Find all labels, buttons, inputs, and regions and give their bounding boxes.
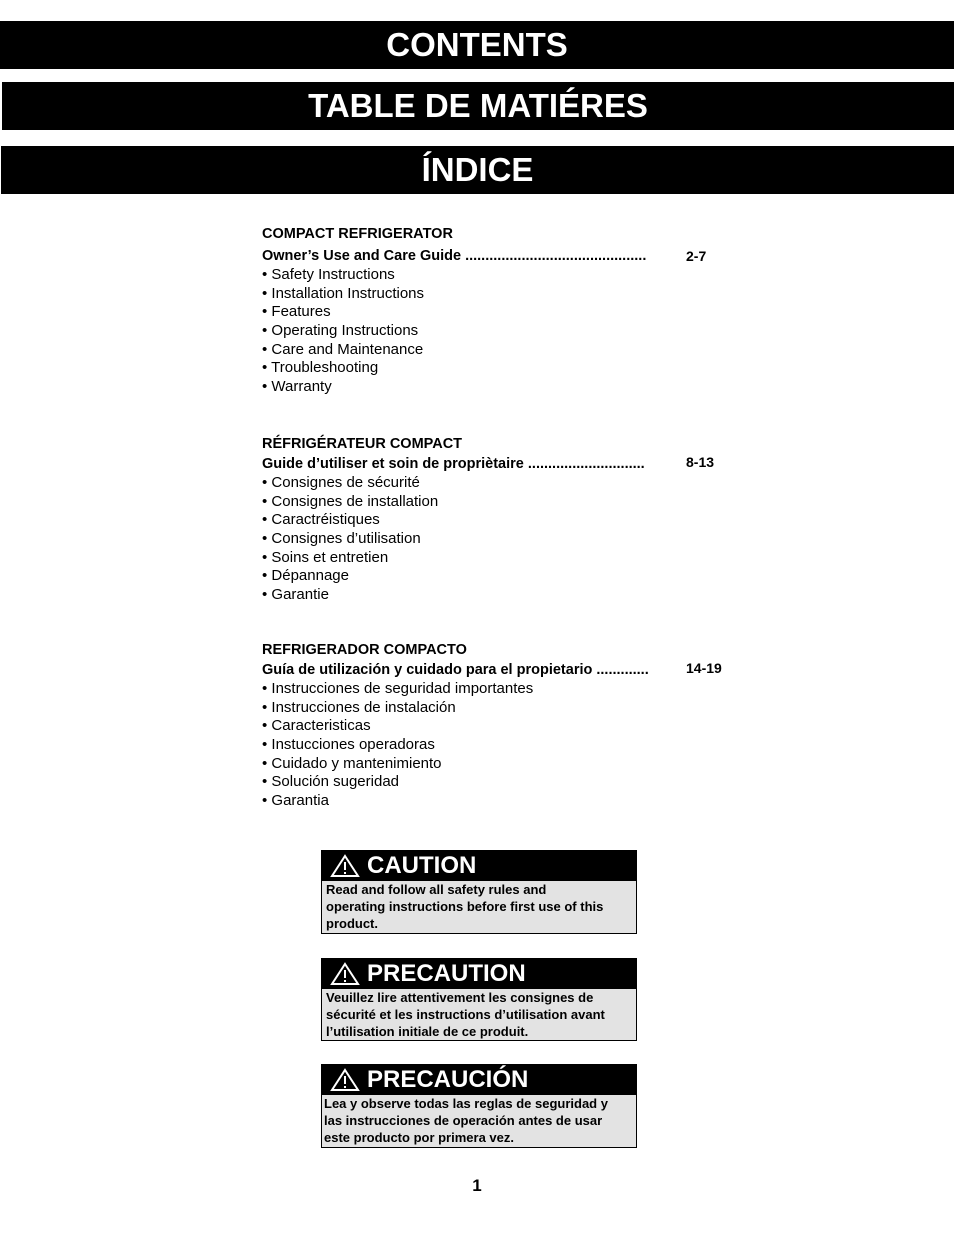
- guide-pages: 8-13: [686, 454, 715, 470]
- warning-triangle-icon: [330, 854, 360, 878]
- section-title: REFRIGERADOR COMPACTO: [262, 642, 467, 658]
- caution-line: Read and follow all safety rules and: [326, 882, 547, 897]
- banner-table-de-matieres: TABLE DE MATIÉRES: [2, 82, 954, 130]
- precaucion-box: [321, 1064, 637, 1148]
- list-item: • Garantie: [262, 586, 329, 604]
- toc-section-spanish: [262, 640, 742, 811]
- toc-section-english: [262, 224, 742, 397]
- list-item: • Warranty: [262, 378, 332, 396]
- precaucion-line: las instrucciones de operación antes de usar: [324, 1113, 603, 1128]
- page-number: 1: [472, 1176, 482, 1195]
- guide-title: Guía de utilización y cuidado para el propietario .............: [262, 662, 649, 678]
- list-item: • Care and Maintenance: [262, 340, 424, 358]
- list-item: • Instrucciones de seguridad importantes: [262, 680, 534, 697]
- guide-entry: [262, 660, 742, 680]
- warning-triangle-icon: [330, 962, 360, 986]
- list-item: • Troubleshooting: [262, 359, 379, 377]
- list-item: • Consignes de installation: [262, 492, 439, 510]
- section-title: COMPACT REFRIGERATOR: [262, 226, 453, 242]
- list-item: • Safety Instructions: [262, 266, 395, 283]
- caution-box: [321, 850, 637, 934]
- precaution-line: Veuillez lire attentivement les consignes de: [326, 990, 594, 1005]
- list-item: • Dépannage: [262, 567, 349, 585]
- guide-entry: [262, 246, 742, 266]
- list-item: • Consignes d’utilisation: [262, 530, 421, 548]
- list-item: • Solución sugeridad: [262, 773, 400, 791]
- precaution-line: l’utilisation initiale de ce produit.: [326, 1024, 529, 1039]
- list-item: • Instrucciones de instalación: [262, 698, 456, 716]
- precaution-line: sécurité et les instructions d’utilisation avant: [326, 1007, 605, 1022]
- guide-title: Guide d’utiliser et soin de propriètaire .............................: [262, 456, 645, 472]
- warning-triangle-icon: [330, 1068, 360, 1092]
- precaucion-header: [322, 1065, 636, 1095]
- toc-section-french: [262, 434, 742, 605]
- guide-pages: 14-19: [686, 660, 722, 676]
- list-item: • Features: [262, 303, 331, 321]
- list-item: • Caractréistiques: [262, 511, 380, 529]
- list-item: • Instucciones operadoras: [262, 736, 435, 754]
- banner-contents: CONTENTS: [0, 21, 954, 69]
- list-item: • Consignes de sécurité: [262, 474, 420, 491]
- caution-line: product.: [326, 916, 378, 931]
- guide-title: Owner’s Use and Care Guide .............................................: [262, 248, 647, 264]
- list-item: • Cuidado y mantenimiento: [262, 754, 442, 772]
- precaucion-title: PRECAUCIÓN: [367, 1066, 529, 1093]
- guide-entry: [262, 454, 742, 474]
- precaution-text: [322, 989, 636, 1042]
- section-title: RÉFRIGÉRATEUR COMPACT: [262, 436, 463, 452]
- caution-header: [322, 851, 636, 881]
- guide-pages: 2-7: [686, 248, 707, 264]
- list-item: • Installation Instructions: [262, 284, 424, 302]
- list-item: • Garantia: [262, 792, 329, 810]
- topic-list: [262, 266, 742, 397]
- caution-text: [322, 881, 636, 934]
- list-item: • Operating Instructions: [262, 322, 419, 340]
- banner-indice: ÍNDICE: [1, 146, 954, 194]
- topic-list: [262, 680, 742, 811]
- caution-line: operating instructions before first use of this: [326, 899, 604, 914]
- precaucion-line: este producto por primera vez.: [324, 1130, 514, 1145]
- precaution-header: [322, 959, 636, 989]
- list-item: • Caracteristicas: [262, 717, 371, 735]
- list-item: • Soins et entretien: [262, 548, 389, 566]
- precaution-box: [321, 958, 637, 1041]
- topic-list: [262, 474, 742, 605]
- precaucion-text: [322, 1095, 636, 1148]
- precaution-title: PRECAUTION: [367, 960, 526, 987]
- caution-title: CAUTION: [367, 852, 477, 879]
- precaucion-line: Lea y observe todas las reglas de seguridad y: [324, 1096, 608, 1111]
